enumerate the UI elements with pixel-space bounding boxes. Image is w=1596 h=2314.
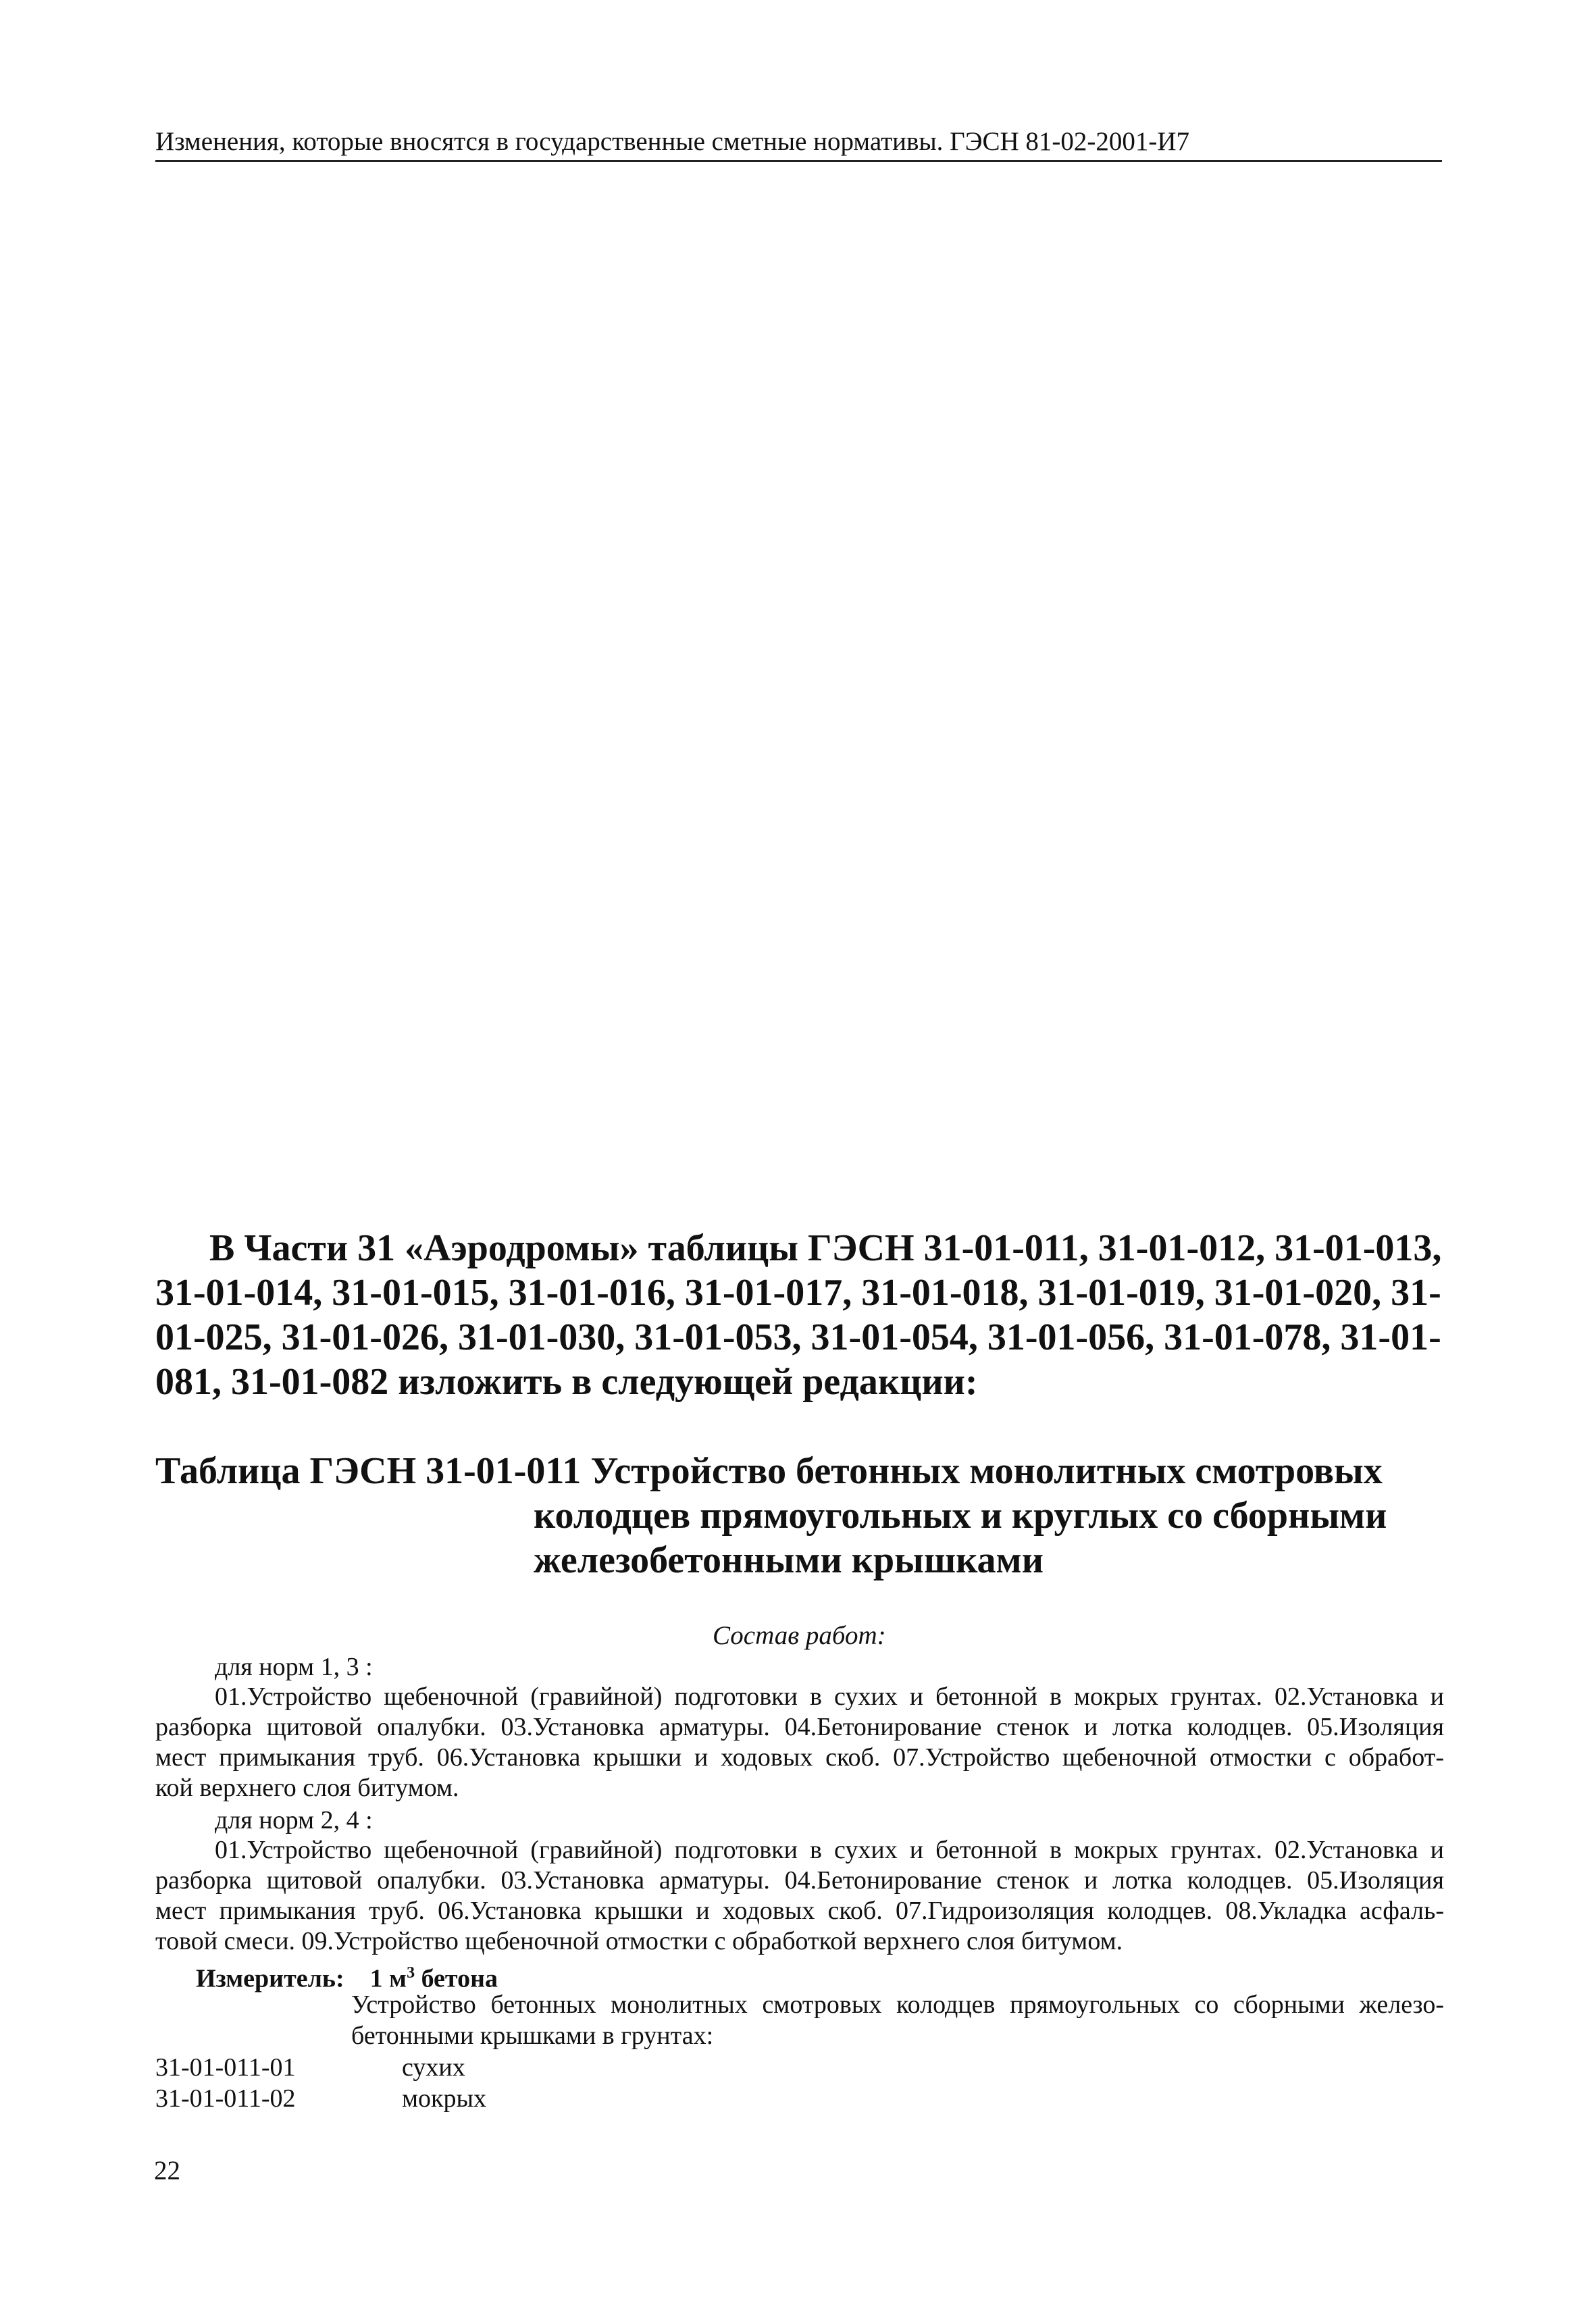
norm-code: 31-01-011-01 (155, 2053, 296, 2082)
works-line: кой верхнего слоя битумом. (155, 1774, 459, 1802)
norm-row (155, 2083, 486, 2114)
table-title-line: Таблица ГЭСН 31-01-011 Устройство бетонных монолитных смотровых (155, 1450, 1383, 1492)
section-heading (155, 1226, 1445, 1404)
works-line: 01.Устройство щебеночной (гравийной) подготовки в сухих и бетонной в мокрых грунтах. 02.Установка и (215, 1682, 1444, 1711)
measure-exponent: 3 (407, 1964, 415, 1982)
measure-label: Измеритель: (196, 1964, 344, 1993)
works-paragraph (155, 1682, 1444, 1803)
norm-group-description-line: Устройство бетонных монолитных смотровых колодцев прямоугольных со сборными железо- (351, 1990, 1444, 2019)
norm-group-description-line: бетонными крышками в грунтах: (351, 2022, 714, 2050)
section-heading-line: 01-025, 31-01-026, 31-01-030, 31-01-053, 31-01-054, 31-01-056, 31-01-078, 31-01- (155, 1316, 1441, 1358)
works-line: 01.Устройство щебеночной (гравийной) подготовки в сухих и бетонной в мокрых грунтах. 02.Установка и (215, 1836, 1444, 1864)
works-line: разборка щитовой опалубки. 03.Установка арматуры. 04.Бетонирование стенок и лотка колодцев. 05.Изоляция (155, 1866, 1444, 1895)
table-title-line: колодцев прямоугольных и круглых со сборными (534, 1495, 1387, 1537)
norm-name: сухих (402, 2053, 465, 2082)
measure-value-suffix: бетона (415, 1964, 498, 1993)
norm-group-label: для норм 2, 4 : (215, 1806, 373, 1834)
norm-row (155, 2052, 465, 2083)
table-title-line: железобетонными крышками (534, 1539, 1044, 1581)
norm-name: мокрых (402, 2084, 487, 2113)
works-paragraph (155, 1835, 1444, 1957)
measure-value: 1 м (369, 1964, 407, 1993)
running-header: Изменения, которые вносятся в государственные сметные нормативы. ГЭСН 81-02-2001-И7 (155, 125, 1442, 162)
norm-group-label: для норм 1, 3 : (215, 1653, 373, 1681)
section-heading-line: В Части 31 «Аэродромы» таблицы ГЭСН 31-01-011, 31-01-012, 31-01-013, (209, 1227, 1442, 1269)
works-line: мест примыкания труб. 06.Установка крышки и ходовых скоб. 07.Гидроизоляция колодцев. 08.Укладка асфаль- (155, 1897, 1444, 1925)
section-heading-line: 081, 31-01-082 изложить в следующей редакции: (155, 1361, 978, 1403)
composition-caption: Состав работ: (713, 1621, 886, 1650)
section-heading-line: 31-01-014, 31-01-015, 31-01-016, 31-01-017, 31-01-018, 31-01-019, 31-01-020, 31- (155, 1272, 1441, 1314)
works-line: мест примыкания труб. 06.Установка крышки и ходовых скоб. 07.Устройство щебеночной отмостки с обработ- (155, 1743, 1444, 1772)
table-title (155, 1449, 1445, 1583)
page-number: 22 (154, 2156, 180, 2185)
norm-code: 31-01-011-02 (155, 2084, 296, 2113)
norm-group-description (351, 1989, 1444, 2051)
works-line: товой смеси. 09.Устройство щебеночной отмостки с обработкой верхнего слоя битумом. (155, 1927, 1123, 1955)
works-line: разборка щитовой опалубки. 03.Установка арматуры. 04.Бетонирование стенок и лотка колодцев. 05.Изоляция (155, 1713, 1444, 1741)
